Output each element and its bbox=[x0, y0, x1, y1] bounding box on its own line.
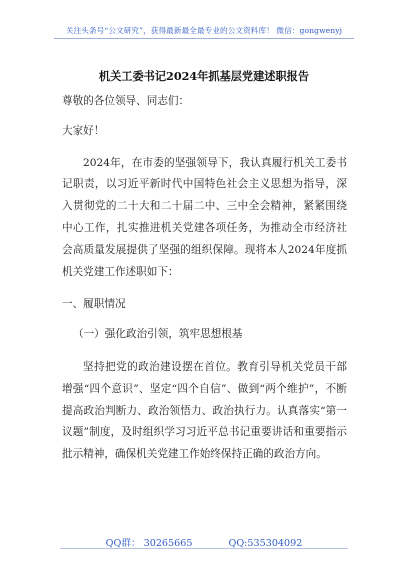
salutation: 尊敬的各位领导、同志们： bbox=[62, 95, 190, 107]
subsection-heading: （一）强化政治引领，筑牢思想根基 bbox=[73, 328, 243, 341]
footer-contact bbox=[0, 535, 408, 549]
paragraph-intro: 2024年，在市委的坚强领导下，我认真履行机关工委书记职责，以习近平新时代中国特色社会主义思想为指导，深入贯彻党的二十大和二十届二中、三中全会精神，紧紧围绕中心工作，扎实推进机关党建各项任务，为推动全市经济社会高质量发展提供了坚强的组织保障。现将本人2024年度抓机关党建工作述职如下： bbox=[62, 156, 347, 278]
document-title: 机关工委书记2024年抓基层党建述职报告 bbox=[98, 69, 310, 83]
header-banner: 关注头条号“公文研究”，获得最新最全最专业的公文资料库！ 微信：gongwenyj bbox=[65, 26, 343, 35]
paragraph-body: 坚持把党的政治建设摆在首位。教育引导机关党员干部增强“四个意识”、坚定“四个自信”、做到“两个维护”，不断提高政治判断力、政治领悟力、政治执行力。认真落实“第一议题”制度，及时组织学习习近平总书记重要讲话和重要指示批示精神，确保机关党建工作始终保持正确的政治方向。 bbox=[62, 360, 347, 461]
footer-qq: QQ:535304092 bbox=[228, 538, 303, 549]
header-divider bbox=[54, 38, 354, 39]
document-body bbox=[62, 91, 347, 466]
greeting: 大家好！ bbox=[62, 124, 105, 137]
footer-qq-group: QQ群： 30265665 bbox=[105, 538, 193, 549]
section-heading: 一、履职情况 bbox=[62, 298, 126, 311]
